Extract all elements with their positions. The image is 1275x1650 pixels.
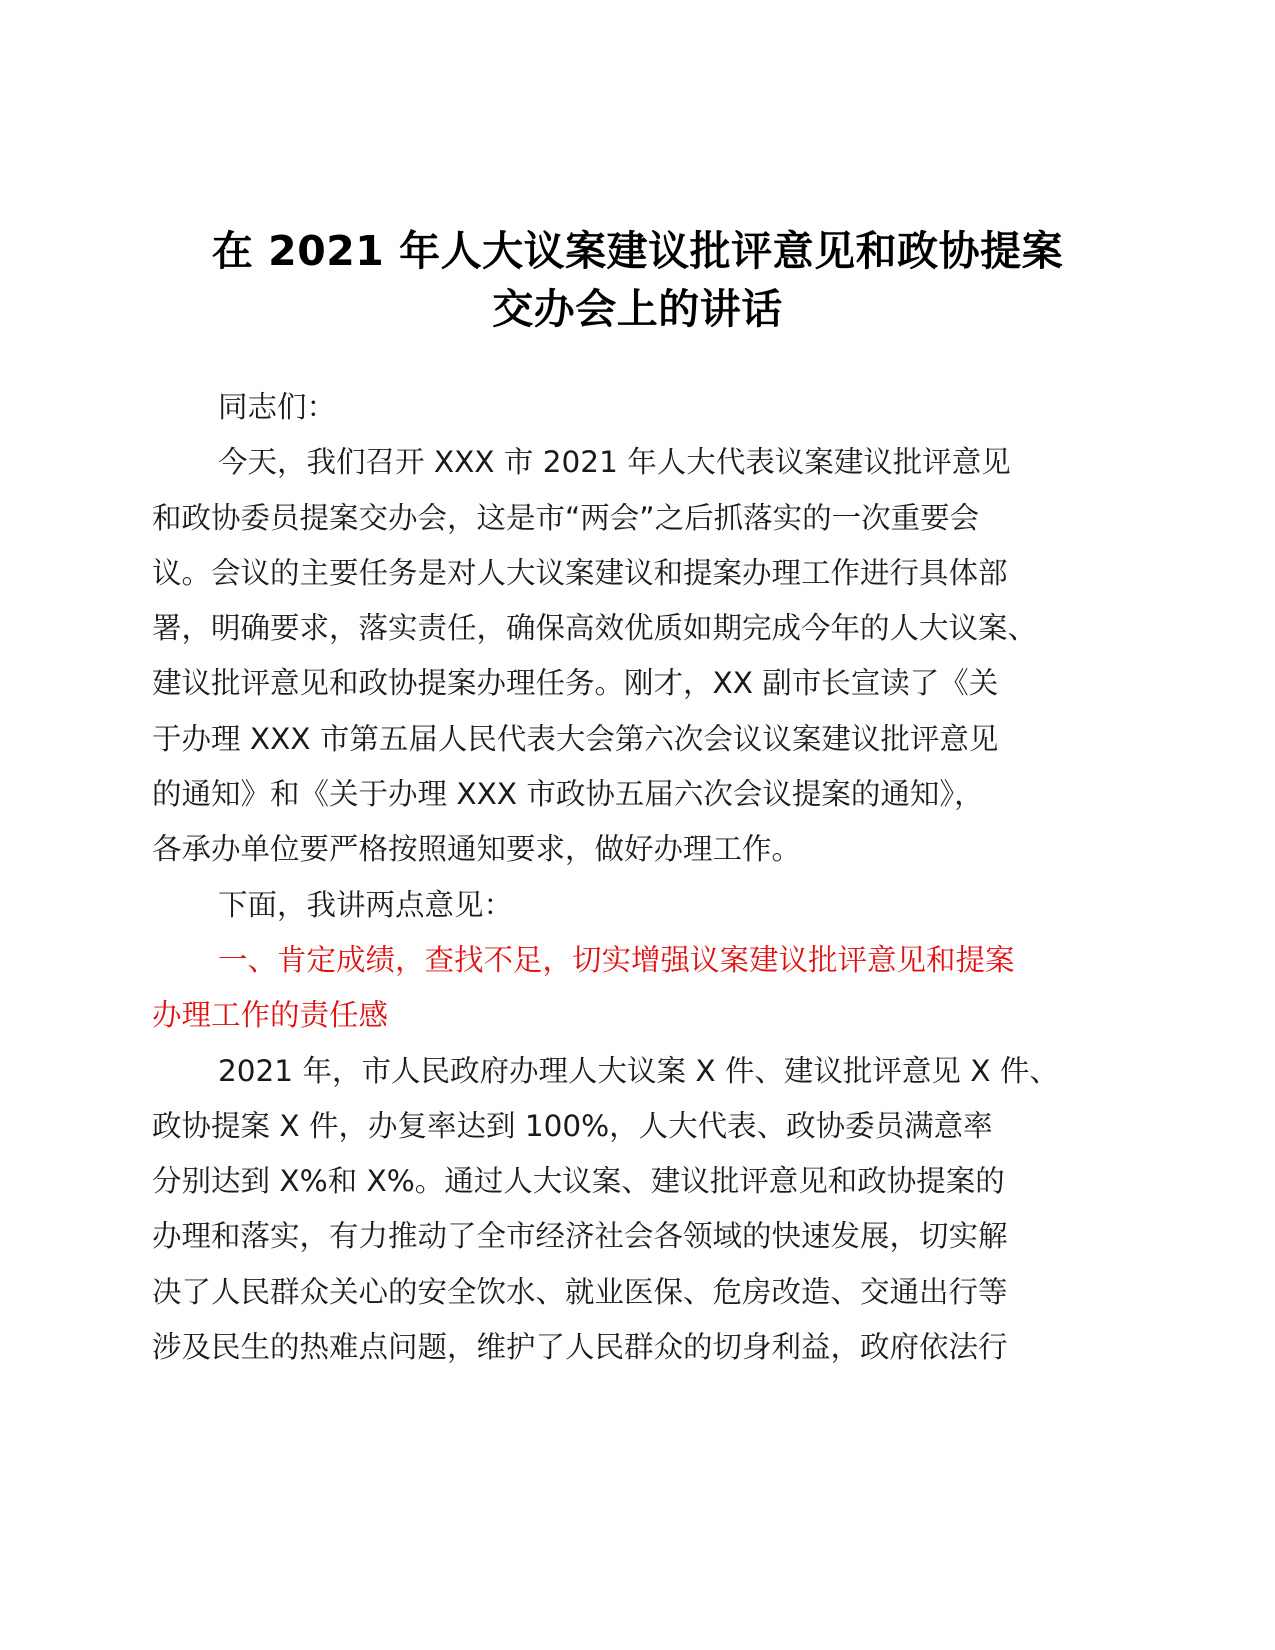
salutation	[152, 380, 1127, 435]
paragraph-line: 于办理 XXX 市第五届人民代表大会第六次会议议案建议批评意见	[152, 721, 999, 756]
paragraph-line: 的通知》和《关于办理 XXX 市政协五届六次会议提案的通知》，	[152, 777, 984, 812]
title-line-2: 交办会上的讲话	[492, 285, 783, 333]
paragraph-line: 下面，我讲两点意见：	[218, 887, 514, 922]
paragraph-2	[152, 878, 1127, 933]
paragraph-line: 办理和落实，有力推动了全市经济社会各领域的快速发展，切实解	[152, 1219, 1008, 1254]
paragraph-line: 2021 年，市人民政府办理人大议案 X 件、建议批评意见 X 件、	[218, 1053, 1059, 1088]
paragraph-line: 分别达到 X%和 X%。通过人大议案、建议批评意见和政协提案的	[152, 1164, 1005, 1199]
heading-line-2: 办理工作的责任感	[152, 998, 389, 1033]
paragraph-line: 各承办单位要严格按照通知要求，做好办理工作。	[152, 832, 802, 867]
paragraph-line: 署，明确要求，落实责任，确保高效优质如期完成今年的人大议案、	[152, 611, 1038, 646]
document-title	[120, 222, 1155, 338]
heading-line-1: 一、肯定成绩，查找不足，切实增强议案建议批评意见和提案	[218, 942, 1015, 977]
paragraph-line: 涉及民生的热难点问题，维护了人民群众的切身利益，政府依法行	[152, 1330, 1008, 1365]
salutation-text: 同志们：	[218, 390, 337, 424]
paragraph-line: 今天，我们召开 XXX 市 2021 年人大代表议案建议批评意见	[218, 445, 1011, 480]
paragraph-line: 议。会议的主要任务是对人大议案建议和提案办理工作进行具体部	[152, 555, 1008, 590]
paragraph-line: 建议批评意见和政协提案办理任务。刚才，XX 副市长宣读了《关	[152, 666, 999, 701]
paragraph-1	[152, 435, 1127, 877]
title-line-1: 在 2021 年人大议案建议批评意见和政协提案	[211, 227, 1064, 275]
section-heading-1	[152, 933, 1127, 1044]
document-body	[152, 380, 1127, 1375]
paragraph-line: 和政协委员提案交办会，这是市“两会”之后抓落实的一次重要会	[152, 500, 980, 535]
paragraph-line: 政协提案 X 件，办复率达到 100%，人大代表、政协委员满意率	[152, 1108, 993, 1143]
paragraph-3	[152, 1044, 1127, 1376]
paragraph-line: 决了人民群众关心的安全饮水、就业医保、危房改造、交通出行等	[152, 1274, 1008, 1309]
